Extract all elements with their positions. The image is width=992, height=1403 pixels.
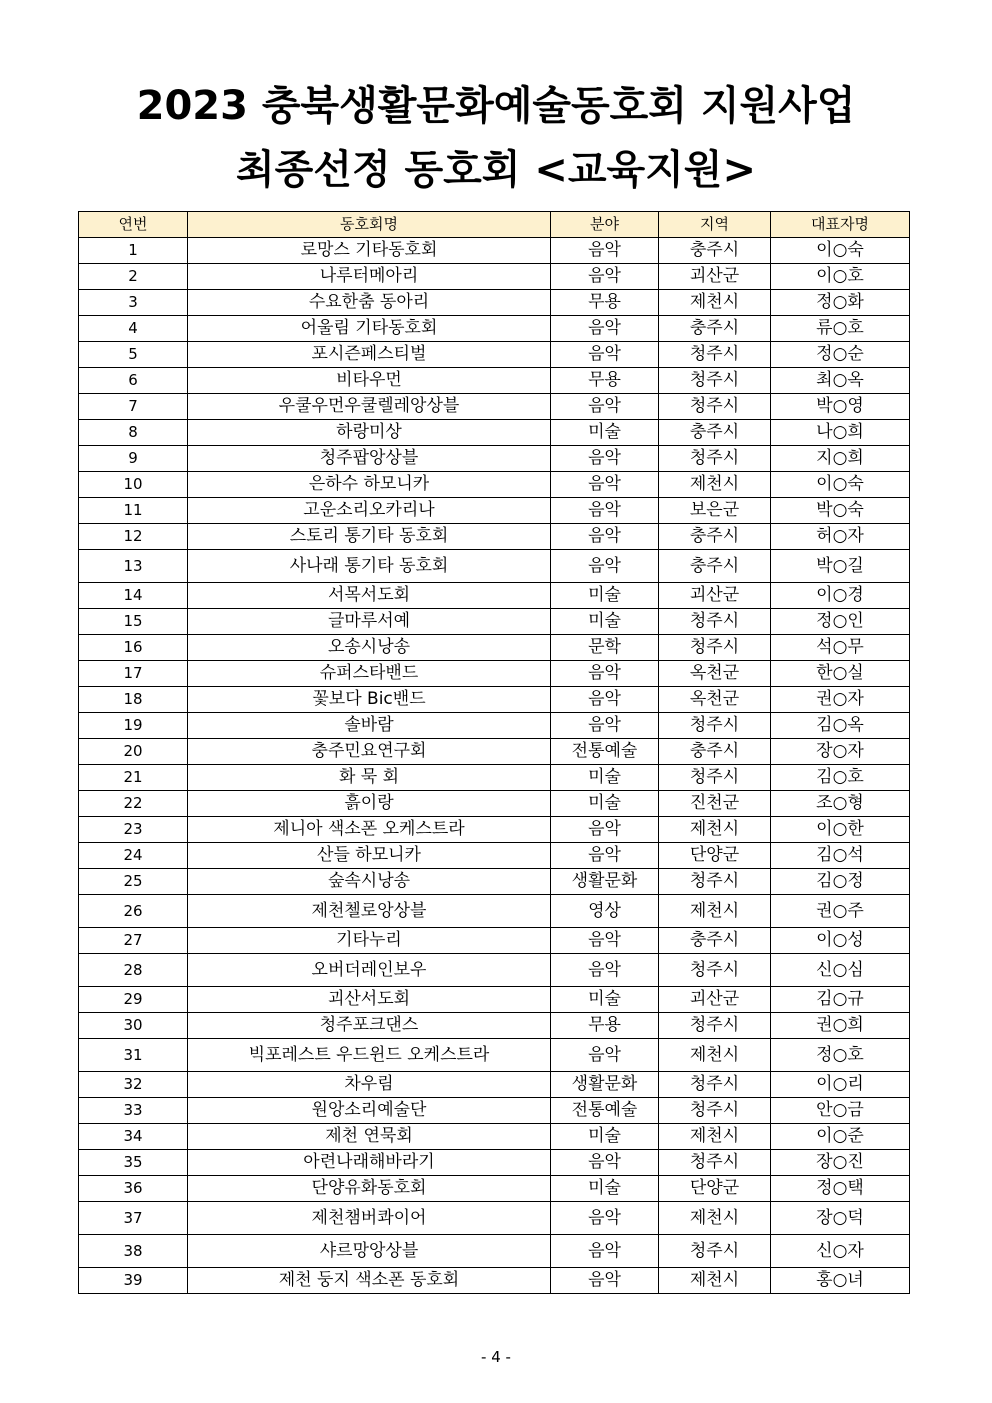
table-row <box>79 954 910 987</box>
row-no: 30 <box>79 1013 188 1039</box>
row-region: 청주시 <box>659 713 771 739</box>
row-region: 단양군 <box>659 843 771 869</box>
row-region: 괴산군 <box>659 583 771 609</box>
row-representative: 한○실 <box>771 661 910 687</box>
row-region: 제천시 <box>659 1124 771 1150</box>
club-list-table <box>78 211 910 1294</box>
table-row <box>79 524 910 550</box>
row-field: 음악 <box>551 264 659 290</box>
row-region: 청주시 <box>659 1235 771 1268</box>
row-field: 미술 <box>551 987 659 1013</box>
row-region: 충주시 <box>659 739 771 765</box>
row-field: 무용 <box>551 290 659 316</box>
row-field: 무용 <box>551 368 659 394</box>
table-row <box>79 791 910 817</box>
row-representative: 신○심 <box>771 954 910 987</box>
row-region: 충주시 <box>659 928 771 954</box>
row-no: 17 <box>79 661 188 687</box>
row-no: 8 <box>79 420 188 446</box>
row-field: 음악 <box>551 817 659 843</box>
row-field: 음악 <box>551 524 659 550</box>
row-club-name: 스토리 통기타 동호회 <box>188 524 551 550</box>
row-no: 23 <box>79 817 188 843</box>
row-no: 35 <box>79 1150 188 1176</box>
row-club-name: 산들 하모니카 <box>188 843 551 869</box>
row-field: 미술 <box>551 1124 659 1150</box>
row-representative: 이○준 <box>771 1124 910 1150</box>
table-row <box>79 1176 910 1202</box>
row-region: 진천군 <box>659 791 771 817</box>
row-no: 36 <box>79 1176 188 1202</box>
row-region: 청주시 <box>659 954 771 987</box>
table-row <box>79 843 910 869</box>
row-club-name: 괴산서도회 <box>188 987 551 1013</box>
row-club-name: 숲속시낭송 <box>188 869 551 895</box>
row-no: 12 <box>79 524 188 550</box>
row-no: 15 <box>79 609 188 635</box>
row-representative: 조○형 <box>771 791 910 817</box>
row-club-name: 오버더레인보우 <box>188 954 551 987</box>
row-region: 제천시 <box>659 1039 771 1072</box>
row-no: 39 <box>79 1268 188 1294</box>
row-no: 5 <box>79 342 188 368</box>
row-field: 음악 <box>551 1039 659 1072</box>
row-representative: 장○자 <box>771 739 910 765</box>
table-row <box>79 635 910 661</box>
row-club-name: 수요한춤 동아리 <box>188 290 551 316</box>
header-no: 연번 <box>79 212 188 238</box>
row-club-name: 기타누리 <box>188 928 551 954</box>
document-title-line1: 2023 충북생활문화예술동호회 지원사업 <box>136 83 856 129</box>
table-row <box>79 498 910 524</box>
row-field: 미술 <box>551 420 659 446</box>
row-representative: 이○한 <box>771 817 910 843</box>
row-representative: 홍○녀 <box>771 1268 910 1294</box>
row-no: 1 <box>79 238 188 264</box>
table-row <box>79 290 910 316</box>
row-club-name: 우쿨우먼우쿨렐레앙상블 <box>188 394 551 420</box>
row-region: 제천시 <box>659 1202 771 1235</box>
row-region: 제천시 <box>659 1268 771 1294</box>
row-field: 음악 <box>551 1268 659 1294</box>
row-club-name: 청주팝앙상블 <box>188 446 551 472</box>
row-club-name: 포시즌페스티벌 <box>188 342 551 368</box>
row-representative: 최○옥 <box>771 368 910 394</box>
row-club-name: 하랑미상 <box>188 420 551 446</box>
row-representative: 이○성 <box>771 928 910 954</box>
row-region: 청주시 <box>659 1013 771 1039</box>
row-no: 31 <box>79 1039 188 1072</box>
table-row <box>79 550 910 583</box>
table-row <box>79 739 910 765</box>
table-row <box>79 420 910 446</box>
row-no: 33 <box>79 1098 188 1124</box>
page-number: - 4 - <box>481 1348 511 1366</box>
row-field: 미술 <box>551 1176 659 1202</box>
row-representative: 이○경 <box>771 583 910 609</box>
table-row <box>79 1124 910 1150</box>
row-club-name: 나루터메아리 <box>188 264 551 290</box>
row-representative: 박○길 <box>771 550 910 583</box>
row-field: 음악 <box>551 661 659 687</box>
row-field: 미술 <box>551 765 659 791</box>
row-field: 음악 <box>551 954 659 987</box>
table-row <box>79 987 910 1013</box>
row-no: 26 <box>79 895 188 928</box>
row-no: 2 <box>79 264 188 290</box>
row-field: 무용 <box>551 1013 659 1039</box>
row-no: 9 <box>79 446 188 472</box>
row-no: 37 <box>79 1202 188 1235</box>
row-representative: 정○인 <box>771 609 910 635</box>
row-region: 제천시 <box>659 895 771 928</box>
row-club-name: 글마루서예 <box>188 609 551 635</box>
row-club-name: 원앙소리예술단 <box>188 1098 551 1124</box>
row-field: 음악 <box>551 498 659 524</box>
row-region: 단양군 <box>659 1176 771 1202</box>
table-row <box>79 316 910 342</box>
row-no: 6 <box>79 368 188 394</box>
row-region: 청주시 <box>659 765 771 791</box>
row-field: 음악 <box>551 1202 659 1235</box>
table-row <box>79 264 910 290</box>
row-club-name: 오송시낭송 <box>188 635 551 661</box>
table-row <box>79 609 910 635</box>
row-club-name: 제천 연묵회 <box>188 1124 551 1150</box>
row-field: 생활문화 <box>551 869 659 895</box>
row-field: 음악 <box>551 238 659 264</box>
row-representative: 이○리 <box>771 1072 910 1098</box>
row-representative: 신○자 <box>771 1235 910 1268</box>
row-club-name: 슈퍼스타밴드 <box>188 661 551 687</box>
row-no: 13 <box>79 550 188 583</box>
row-no: 38 <box>79 1235 188 1268</box>
table-row <box>79 1013 910 1039</box>
row-club-name: 차우림 <box>188 1072 551 1098</box>
row-region: 청주시 <box>659 394 771 420</box>
row-club-name: 제천첼로앙상블 <box>188 895 551 928</box>
row-no: 34 <box>79 1124 188 1150</box>
table-header-row <box>79 212 910 238</box>
row-representative: 이○숙 <box>771 238 910 264</box>
table-row <box>79 1150 910 1176</box>
row-club-name: 빅포레스트 우드윈드 오케스트라 <box>188 1039 551 1072</box>
row-no: 18 <box>79 687 188 713</box>
table-row <box>79 238 910 264</box>
table-row <box>79 394 910 420</box>
row-no: 3 <box>79 290 188 316</box>
row-no: 11 <box>79 498 188 524</box>
row-field: 음악 <box>551 550 659 583</box>
table-row <box>79 583 910 609</box>
row-representative: 권○희 <box>771 1013 910 1039</box>
row-region: 제천시 <box>659 290 771 316</box>
row-region: 청주시 <box>659 635 771 661</box>
row-representative: 류○호 <box>771 316 910 342</box>
row-region: 옥천군 <box>659 687 771 713</box>
row-no: 25 <box>79 869 188 895</box>
row-club-name: 은하수 하모니카 <box>188 472 551 498</box>
row-representative: 허○자 <box>771 524 910 550</box>
row-representative: 김○석 <box>771 843 910 869</box>
row-club-name: 단양유화동호회 <box>188 1176 551 1202</box>
table-row <box>79 1098 910 1124</box>
row-region: 괴산군 <box>659 987 771 1013</box>
row-field: 미술 <box>551 583 659 609</box>
row-representative: 이○호 <box>771 264 910 290</box>
row-region: 충주시 <box>659 316 771 342</box>
table-row <box>79 472 910 498</box>
row-region: 제천시 <box>659 817 771 843</box>
row-club-name: 제니아 색소폰 오케스트라 <box>188 817 551 843</box>
row-club-name: 꽃보다 Bic밴드 <box>188 687 551 713</box>
row-region: 괴산군 <box>659 264 771 290</box>
row-representative: 안○금 <box>771 1098 910 1124</box>
row-representative: 권○자 <box>771 687 910 713</box>
row-region: 충주시 <box>659 550 771 583</box>
table-row <box>79 1202 910 1235</box>
row-club-name: 흙이랑 <box>188 791 551 817</box>
row-club-name: 충주민요연구회 <box>188 739 551 765</box>
row-club-name: 서목서도회 <box>188 583 551 609</box>
row-no: 16 <box>79 635 188 661</box>
row-no: 10 <box>79 472 188 498</box>
table-row <box>79 928 910 954</box>
header-club-name: 동호회명 <box>188 212 551 238</box>
row-region: 제천시 <box>659 472 771 498</box>
table-row <box>79 446 910 472</box>
row-no: 20 <box>79 739 188 765</box>
row-club-name: 아련나래해바라기 <box>188 1150 551 1176</box>
row-club-name: 고운소리오카리나 <box>188 498 551 524</box>
row-field: 음악 <box>551 687 659 713</box>
row-representative: 장○진 <box>771 1150 910 1176</box>
row-representative: 정○택 <box>771 1176 910 1202</box>
row-field: 음악 <box>551 713 659 739</box>
row-field: 전통예술 <box>551 739 659 765</box>
row-representative: 장○덕 <box>771 1202 910 1235</box>
document-title-line2: 최종선정 동호회 <교육지원> <box>236 147 756 193</box>
row-club-name: 제천 둥지 색소폰 동호회 <box>188 1268 551 1294</box>
row-region: 청주시 <box>659 869 771 895</box>
row-region: 충주시 <box>659 420 771 446</box>
row-representative: 박○숙 <box>771 498 910 524</box>
row-no: 27 <box>79 928 188 954</box>
table-row <box>79 869 910 895</box>
row-no: 21 <box>79 765 188 791</box>
table-row <box>79 368 910 394</box>
table-row <box>79 713 910 739</box>
row-no: 29 <box>79 987 188 1013</box>
row-region: 청주시 <box>659 1098 771 1124</box>
table-row <box>79 1039 910 1072</box>
row-representative: 이○숙 <box>771 472 910 498</box>
row-region: 충주시 <box>659 524 771 550</box>
header-field: 분야 <box>551 212 659 238</box>
row-no: 22 <box>79 791 188 817</box>
row-field: 음악 <box>551 1150 659 1176</box>
row-representative: 나○희 <box>771 420 910 446</box>
table-row <box>79 342 910 368</box>
row-field: 전통예술 <box>551 1098 659 1124</box>
row-field: 미술 <box>551 609 659 635</box>
row-region: 청주시 <box>659 609 771 635</box>
row-region: 옥천군 <box>659 661 771 687</box>
row-club-name: 제천챔버콰이어 <box>188 1202 551 1235</box>
row-field: 음악 <box>551 316 659 342</box>
row-club-name: 샤르망앙상블 <box>188 1235 551 1268</box>
row-club-name: 사나래 통기타 동호회 <box>188 550 551 583</box>
table-row <box>79 1268 910 1294</box>
table-row <box>79 895 910 928</box>
row-field: 영상 <box>551 895 659 928</box>
row-representative: 김○호 <box>771 765 910 791</box>
row-representative: 박○영 <box>771 394 910 420</box>
header-region: 지역 <box>659 212 771 238</box>
row-field: 미술 <box>551 791 659 817</box>
header-representative: 대표자명 <box>771 212 910 238</box>
table-row <box>79 817 910 843</box>
row-club-name: 로망스 기타동호회 <box>188 238 551 264</box>
row-no: 32 <box>79 1072 188 1098</box>
row-representative: 지○희 <box>771 446 910 472</box>
row-field: 음악 <box>551 472 659 498</box>
row-club-name: 비타우먼 <box>188 368 551 394</box>
row-no: 19 <box>79 713 188 739</box>
table-row <box>79 765 910 791</box>
row-no: 28 <box>79 954 188 987</box>
table-row <box>79 687 910 713</box>
table-row <box>79 661 910 687</box>
row-no: 14 <box>79 583 188 609</box>
row-representative: 정○호 <box>771 1039 910 1072</box>
row-representative: 정○화 <box>771 290 910 316</box>
table-row <box>79 1072 910 1098</box>
row-field: 문학 <box>551 635 659 661</box>
row-field: 음악 <box>551 928 659 954</box>
row-representative: 권○주 <box>771 895 910 928</box>
row-region: 충주시 <box>659 238 771 264</box>
row-field: 음악 <box>551 446 659 472</box>
row-field: 음악 <box>551 843 659 869</box>
row-no: 7 <box>79 394 188 420</box>
row-region: 보은군 <box>659 498 771 524</box>
row-region: 청주시 <box>659 342 771 368</box>
row-field: 음악 <box>551 342 659 368</box>
table-body <box>79 238 910 1294</box>
row-region: 청주시 <box>659 446 771 472</box>
row-club-name: 청주포크댄스 <box>188 1013 551 1039</box>
row-representative: 석○무 <box>771 635 910 661</box>
row-representative: 정○순 <box>771 342 910 368</box>
row-representative: 김○규 <box>771 987 910 1013</box>
row-club-name: 솔바람 <box>188 713 551 739</box>
row-field: 음악 <box>551 394 659 420</box>
row-representative: 김○정 <box>771 869 910 895</box>
row-field: 음악 <box>551 1235 659 1268</box>
row-region: 청주시 <box>659 368 771 394</box>
row-no: 24 <box>79 843 188 869</box>
row-no: 4 <box>79 316 188 342</box>
row-region: 청주시 <box>659 1072 771 1098</box>
row-field: 생활문화 <box>551 1072 659 1098</box>
row-region: 청주시 <box>659 1150 771 1176</box>
row-club-name: 어울림 기타동호회 <box>188 316 551 342</box>
table-row <box>79 1235 910 1268</box>
row-representative: 김○옥 <box>771 713 910 739</box>
row-club-name: 화 묵 회 <box>188 765 551 791</box>
